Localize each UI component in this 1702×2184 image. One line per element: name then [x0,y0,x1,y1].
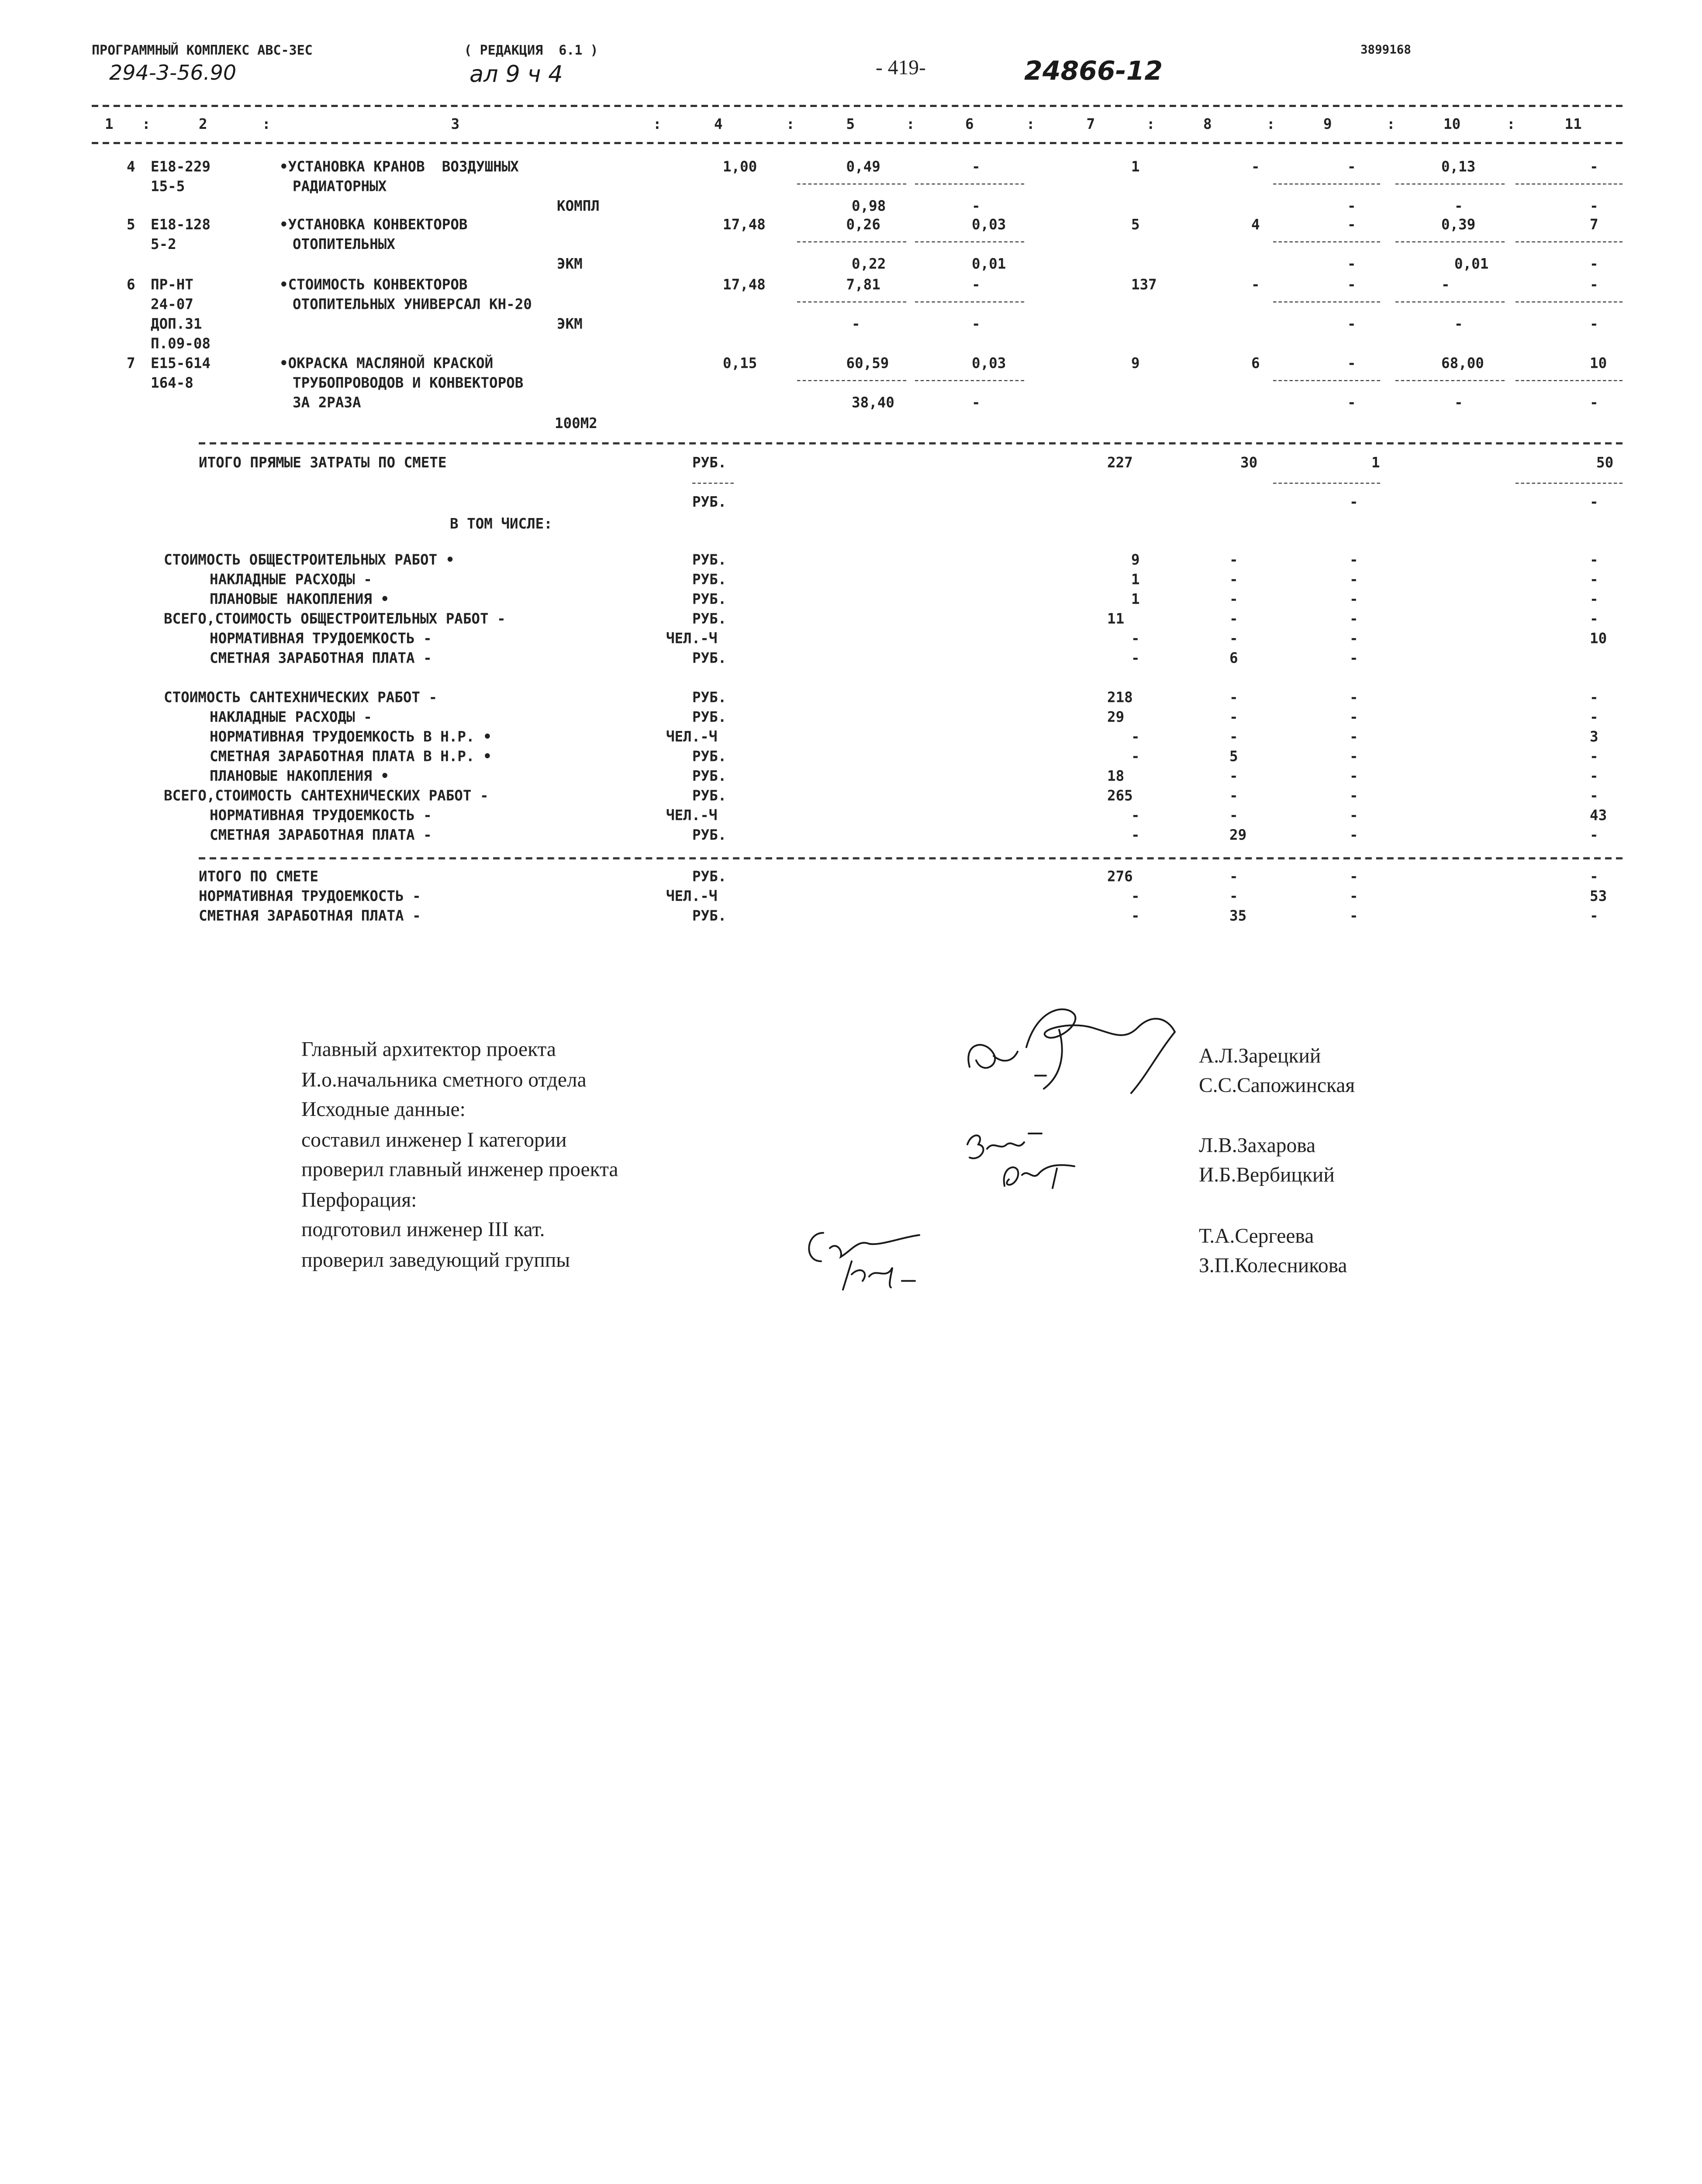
album-number-handwritten: ал 9 ч 4 [470,61,563,87]
item-col6-sub: - [972,395,980,412]
item-col7-value: 5 [1131,217,1140,234]
summary-label: НОРМАТИВНАЯ ТРУДОЕМКОСТЬ - [199,889,421,905]
item-name: •ОКРАСКА МАСЛЯНОЙ КРАСКОЙ [280,356,494,373]
summary-col7: 29 [1107,710,1125,726]
item-number: 5 [127,217,135,234]
summary-col11: - [1590,690,1598,707]
item-col6-value: - [972,277,980,294]
item-col9-value: - [1347,356,1356,373]
summary-label: НАКЛАДНЫЕ РАСХОДЫ - [210,572,372,589]
item-col5-sub: 0,22 [852,256,886,273]
summary-label: СМЕТНАЯ ЗАРАБОТНАЯ ПЛАТА - [210,828,432,844]
column-header-8: 8 [1203,117,1212,133]
summary-unit: РУБ. [692,788,727,805]
column-header-10: 10 [1443,117,1461,133]
item-unit: 100М2 [555,416,597,432]
signature-name: С.С.Сапожинская [1199,1075,1355,1098]
header-bottom-rule [92,142,1623,144]
summary-label: НОРМАТИВНАЯ ТРУДОЕМКОСТЬ В Н.Р. • [210,729,492,746]
summary-col9: - [1350,729,1358,746]
item-col6-value: - [972,159,980,176]
summary-unit: РУБ. [692,749,727,766]
item-col5-value: 60,59 [846,356,889,373]
summary-col8: - [1229,572,1238,589]
summary-col8: - [1229,710,1238,726]
summary-col7: 9 [1131,553,1140,569]
direct-costs-unit-2: РУБ. [692,494,727,511]
summary-col7: - [1131,749,1140,766]
item-col7-value: 1 [1131,159,1140,176]
summary-col11: 53 [1590,889,1607,905]
direct-costs-col9b: - [1350,494,1358,511]
column-divider: : [1026,117,1035,133]
item-name-line2: РАДИАТОРНЫХ [293,179,387,196]
item-name-line2: ОТОПИТЕЛЬНЫХ УНИВЕРСАЛ КН-20 [293,297,532,314]
summary-unit: РУБ. [692,769,727,785]
summary-label: ПЛАНОВЫЕ НАКОПЛЕНИЯ • [210,592,389,608]
signature-name: И.Б.Вербицкий [1199,1164,1335,1187]
item-col6-sub: - [972,199,980,215]
summary-unit: РУБ. [692,572,727,589]
column-divider: : [1387,117,1395,133]
item-col11-value: - [1590,159,1598,176]
signature-role: И.о.начальника сметного отдела [301,1068,587,1092]
item-quantity: 0,15 [723,356,757,373]
summary-col11: - [1590,828,1598,844]
summary-col9: - [1350,808,1358,825]
page-number: - 419- [876,57,926,80]
summary-col11: - [1590,769,1598,785]
item-col11-sub: - [1590,199,1598,215]
item-name: •СТОИМОСТЬ КОНВЕКТОРОВ [280,277,468,294]
summary-col7: - [1131,889,1140,905]
unit-separator [692,483,734,484]
item-code-extra: П.09-08 [151,336,211,353]
summary-col8: - [1229,592,1238,608]
signature-name: Л.В.Захарова [1199,1134,1316,1158]
summary-unit: РУБ. [692,553,727,569]
summary-col9: - [1350,769,1358,785]
item-code-line2: 164-8 [151,376,193,392]
summary-col7: 1 [1131,592,1140,608]
summary-col8: - [1229,869,1238,886]
cell-divider [915,380,1024,381]
summary-label: СМЕТНАЯ ЗАРАБОТНАЯ ПЛАТА В Н.Р. • [210,749,492,766]
summary-col9: - [1350,592,1358,608]
cell-divider [797,183,906,185]
summary-col8: 29 [1229,828,1247,844]
signature-name: З.П.Колесникова [1199,1254,1347,1278]
item-quantity: 1,00 [723,159,757,176]
summary-unit: РУБ. [692,690,727,707]
cell-divider [1516,301,1623,303]
program-edition: ( РЕДАКЦИЯ 6.1 ) [464,42,598,58]
item-code-line2: 5-2 [151,237,176,253]
direct-costs-col9: 1 [1371,455,1380,472]
summary-unit: ЧЕЛ.-Ч [666,889,718,905]
signature-name: А.Л.Зарецкий [1199,1045,1321,1068]
column-divider: : [906,117,915,133]
cell-divider [1273,301,1380,303]
direct-costs-unit: РУБ. [692,455,727,472]
summary-label: СТОИМОСТЬ САНТЕХНИЧЕСКИХ РАБОТ - [164,690,438,707]
item-col10-value: 0,39 [1441,217,1476,234]
summary-col11: - [1590,869,1598,886]
summary-label: ПЛАНОВЫЕ НАКОПЛЕНИЯ • [210,769,389,785]
project-number-handwritten: 294-3-56.90 [109,61,237,85]
summary-col9: - [1350,788,1358,805]
summary-label: СМЕТНАЯ ЗАРАБОТНАЯ ПЛАТА - [210,651,432,667]
summary-col9: - [1350,749,1358,766]
column-divider: : [1507,117,1516,133]
summary-col8: - [1229,769,1238,785]
signature-role: проверил главный инженер проекта [301,1158,618,1182]
summary-col7: 265 [1107,788,1133,805]
column-divider: : [653,117,662,133]
item-col9-value: - [1347,277,1356,294]
summary-col7: - [1131,808,1140,825]
summary-unit: ЧЕЛ.-Ч [666,808,718,825]
summary-col9: - [1350,553,1358,569]
item-name: •УСТАНОВКА КОНВЕКТОРОВ [280,217,468,234]
summary-label: ИТОГО ПО СМЕТЕ [199,869,318,886]
signature-name: Т.А.Сергеева [1199,1225,1314,1248]
summary-col9: - [1350,612,1358,628]
summary-label: НАКЛАДНЫЕ РАСХОДЫ - [210,710,372,726]
summary-col11: - [1590,909,1598,925]
summary-label: ВСЕГО,СТОИМОСТЬ САНТЕХНИЧЕСКИХ РАБОТ - [164,788,489,805]
column-header-4: 4 [714,117,723,133]
item-col5-sub: 38,40 [852,395,894,412]
items-bottom-rule [199,442,1623,445]
summary-unit: РУБ. [692,612,727,628]
summary-col7: - [1131,651,1140,667]
cell-divider [1395,242,1505,243]
item-col11-value: - [1590,277,1598,294]
item-col5-sub: 0,98 [852,199,886,215]
summary-unit: РУБ. [692,651,727,667]
summary-col8: - [1229,690,1238,707]
cell-divider [1395,301,1505,303]
summary-col9: - [1350,651,1358,667]
summary-label: СМЕТНАЯ ЗАРАБОТНАЯ ПЛАТА - [199,909,421,925]
cell-divider [1273,380,1380,381]
cell-divider [1273,183,1380,185]
signature-sergeeva-kolesnikova [797,1218,928,1294]
col11-separator [1516,483,1623,484]
summary-col7: 11 [1107,612,1125,628]
summary-col11: - [1590,553,1598,569]
direct-costs-col8: 30 [1240,455,1258,472]
item-col7-value: 137 [1131,277,1157,294]
item-quantity: 17,48 [723,217,766,234]
summary-col9: - [1350,828,1358,844]
item-col5-value: 0,49 [846,159,880,176]
summary-col7: 18 [1107,769,1125,785]
summary-col9: - [1350,710,1358,726]
summary-col7: - [1131,631,1140,648]
item-col6-value: 0,03 [972,217,1006,234]
summary-label: СТОИМОСТЬ ОБЩЕСТРОИТЕЛЬНЫХ РАБОТ • [164,553,455,569]
summary-col11: - [1590,592,1598,608]
item-name: •УСТАНОВКА КРАНОВ ВОЗДУШНЫХ [280,159,519,176]
item-code-line2: 15-5 [151,179,185,196]
column-header-9: 9 [1323,117,1332,133]
summary-col9: - [1350,869,1358,886]
summary-col9: - [1350,889,1358,905]
summary-col8: - [1229,553,1238,569]
item-col11-sub: - [1590,395,1598,412]
summary-col8: 5 [1229,749,1238,766]
item-col7-value: 9 [1131,356,1140,373]
summary-col11: - [1590,572,1598,589]
summary-col11: 10 [1590,631,1607,648]
item-col9-sub: - [1347,199,1356,215]
cell-divider [1273,242,1380,243]
column-header-5: 5 [846,117,855,133]
item-col9-sub: - [1347,317,1356,333]
summary-rule [199,857,1623,860]
signature-zakharova-verbitsky [961,1125,1092,1201]
summary-col9: - [1350,909,1358,925]
signature-role: составил инженер I категории [301,1128,567,1152]
summary-col7: - [1131,729,1140,746]
item-code: Е15-614 [151,356,211,373]
item-unit: ЭКМ [557,256,583,273]
signature-role: проверил заведующий группы [301,1248,570,1272]
item-col10-sub: - [1454,317,1463,333]
item-code: Е18-229 [151,159,211,176]
summary-unit: ЧЕЛ.-Ч [666,729,718,746]
summary-col9: - [1350,631,1358,648]
cell-divider [797,242,906,243]
item-col9-sub: - [1347,256,1356,273]
item-col11-value: 10 [1590,356,1607,373]
item-col8-value: - [1251,159,1260,176]
summary-label: НОРМАТИВНАЯ ТРУДОЕМКОСТЬ - [210,631,432,648]
item-col9-sub: - [1347,395,1356,412]
item-col8-value: - [1251,277,1260,294]
item-unit: КОМПЛ [557,199,600,215]
signature-role: Перфорация: [301,1189,417,1212]
cell-divider [915,301,1024,303]
item-col8-value: 6 [1251,356,1260,373]
column-header-2: 2 [199,117,207,133]
summary-col7: - [1131,909,1140,925]
item-number: 6 [127,277,135,294]
column-divider: : [142,117,151,133]
item-code-extra: ДОП.31 [151,317,202,333]
column-divider: : [786,117,795,133]
signature-role: Главный архитектор проекта [301,1038,556,1061]
direct-costs-col11b: - [1590,494,1598,511]
column-divider: : [1267,117,1275,133]
summary-col8: 35 [1229,909,1247,925]
item-name-line3: ЗА 2РАЗА [293,395,361,412]
summary-col11: - [1590,612,1598,628]
summary-col8: - [1229,729,1238,746]
signature-zaretsky [961,999,1179,1098]
summary-col11: - [1590,710,1598,726]
column-divider: : [262,117,271,133]
item-col10-value: 68,00 [1441,356,1484,373]
direct-costs-col7: 227 [1107,455,1133,472]
item-col10-value: 0,13 [1441,159,1476,176]
item-col11-value: 7 [1590,217,1598,234]
summary-col8: 6 [1229,651,1238,667]
column-header-11: 11 [1564,117,1582,133]
item-col6-sub: - [972,317,980,333]
cell-divider [797,380,906,381]
direct-costs-label: ИТОГО ПРЯМЫЕ ЗАТРАТЫ ПО СМЕТЕ [199,455,447,472]
item-code-line2: 24-07 [151,297,193,314]
document-number-handwritten: 24866-12 [1024,55,1163,86]
cell-divider [1516,183,1623,185]
summary-label: НОРМАТИВНАЯ ТРУДОЕМКОСТЬ - [210,808,432,825]
item-col9-value: - [1347,217,1356,234]
item-col10-sub: - [1454,395,1463,412]
summary-col9: - [1350,690,1358,707]
item-quantity: 17,48 [723,277,766,294]
summary-col8: - [1229,612,1238,628]
summary-col11: - [1590,788,1598,805]
item-number: 7 [127,356,135,373]
column-header-7: 7 [1086,117,1095,133]
item-col10-sub: 0,01 [1454,256,1489,273]
summary-col9: - [1350,572,1358,589]
summary-col7: 276 [1107,869,1133,886]
summary-unit: РУБ. [692,710,727,726]
column-header-1: 1 [105,117,114,133]
summary-col11: 43 [1590,808,1607,825]
including-heading: В ТОМ ЧИСЛЕ: [450,516,552,533]
item-col5-sub: - [852,317,860,333]
item-col11-sub: - [1590,317,1598,333]
summary-col8: - [1229,889,1238,905]
summary-unit: РУБ. [692,828,727,844]
item-col9-value: - [1347,159,1356,176]
signature-role: подготовил инженер III кат. [301,1219,545,1242]
cell-divider [1516,242,1623,243]
cell-divider [797,301,906,303]
item-name-line2: ТРУБОПРОВОДОВ И КОНВЕКТОРОВ [293,376,524,392]
signature-role: Исходные данные: [301,1099,466,1122]
summary-col7: - [1131,828,1140,844]
item-col6-sub: 0,01 [972,256,1006,273]
column-header-6: 6 [965,117,974,133]
item-col10-value: - [1441,277,1450,294]
cell-divider [1395,380,1505,381]
item-name-line2: ОТОПИТЕЛЬНЫХ [293,237,395,253]
item-col5-value: 0,26 [846,217,880,234]
item-col8-value: 4 [1251,217,1260,234]
cell-divider [1516,380,1623,381]
document-code: 3899168 [1360,42,1411,57]
item-number: 4 [127,159,135,176]
cell-divider [1395,183,1505,185]
item-col5-value: 7,81 [846,277,880,294]
summary-label: ВСЕГО,СТОИМОСТЬ ОБЩЕСТРОИТЕЛЬНЫХ РАБОТ - [164,612,506,628]
summary-col11: - [1590,749,1598,766]
col9-separator [1273,483,1380,484]
summary-col11: 3 [1590,729,1598,746]
cell-divider [915,183,1024,185]
summary-col7: 1 [1131,572,1140,589]
summary-col8: - [1229,788,1238,805]
item-code: ПР-НТ [151,277,193,294]
item-col11-sub: - [1590,256,1598,273]
summary-unit: РУБ. [692,869,727,886]
column-header-3: 3 [451,117,460,133]
cell-divider [915,242,1024,243]
summary-col8: - [1229,631,1238,648]
summary-unit: ЧЕЛ.-Ч [666,631,718,648]
program-title: ПРОГРАММНЫЙ КОМПЛЕКС АВС-ЗЕС [92,42,313,58]
header-top-rule [92,105,1623,107]
direct-costs-col11: 50 [1596,455,1614,472]
item-col10-sub: - [1454,199,1463,215]
summary-unit: РУБ. [692,909,727,925]
summary-col8: - [1229,808,1238,825]
item-unit: ЭКМ [557,317,583,333]
item-code: Е18-128 [151,217,211,234]
column-divider: : [1146,117,1155,133]
summary-col7: 218 [1107,690,1133,707]
summary-unit: РУБ. [692,592,727,608]
item-col6-value: 0,03 [972,356,1006,373]
